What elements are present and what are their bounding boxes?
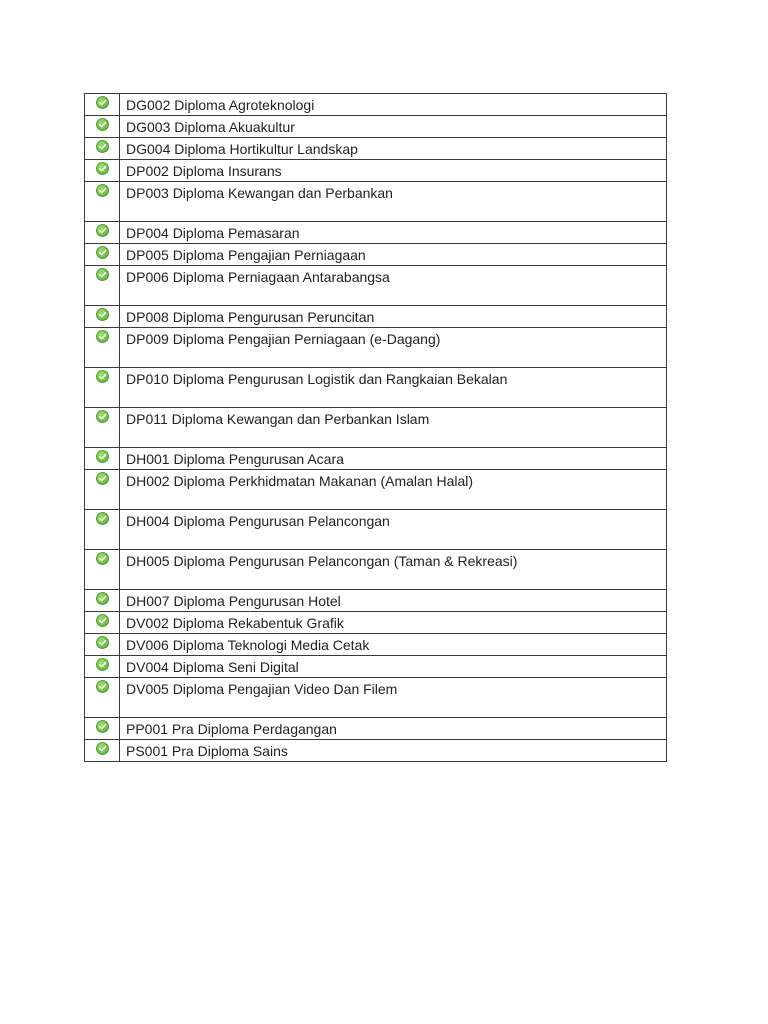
course-name: DH002 Diploma Perkhidmatan Makanan (Amalan Halal) (120, 470, 667, 510)
table-row (85, 116, 667, 138)
table-row (85, 656, 667, 678)
check-circle-icon (96, 118, 109, 131)
course-name: DP006 Diploma Perniagaan Antarabangsa (120, 266, 667, 306)
table-row (85, 160, 667, 182)
course-name: DH001 Diploma Pengurusan Acara (120, 448, 667, 470)
course-name: DG003 Diploma Akuakultur (120, 116, 667, 138)
course-name: DP004 Diploma Pemasaran (120, 222, 667, 244)
status-cell (85, 634, 120, 656)
course-name: DP002 Diploma Insurans (120, 160, 667, 182)
table-row (85, 266, 667, 306)
table-row (85, 244, 667, 266)
table-row (85, 678, 667, 718)
status-cell (85, 244, 120, 266)
check-circle-icon (96, 552, 109, 565)
course-name: PS001 Pra Diploma Sains (120, 740, 667, 762)
status-cell (85, 138, 120, 160)
check-circle-icon (96, 224, 109, 237)
check-circle-icon (96, 742, 109, 755)
check-circle-icon (96, 184, 109, 197)
check-circle-icon (96, 246, 109, 259)
check-circle-icon (96, 308, 109, 321)
course-name: DP008 Diploma Pengurusan Peruncitan (120, 306, 667, 328)
table-row (85, 94, 667, 116)
table-row (85, 328, 667, 368)
status-cell (85, 408, 120, 448)
check-circle-icon (96, 96, 109, 109)
course-name: DP011 Diploma Kewangan dan Perbankan Islam (120, 408, 667, 448)
status-cell (85, 718, 120, 740)
table-row (85, 550, 667, 590)
table-row (85, 408, 667, 448)
check-circle-icon (96, 162, 109, 175)
status-cell (85, 678, 120, 718)
status-cell (85, 510, 120, 550)
table-row (85, 138, 667, 160)
check-circle-icon (96, 450, 109, 463)
check-circle-icon (96, 658, 109, 671)
table-row (85, 368, 667, 408)
status-cell (85, 328, 120, 368)
status-cell (85, 116, 120, 138)
check-circle-icon (96, 472, 109, 485)
course-name: DG004 Diploma Hortikultur Landskap (120, 138, 667, 160)
status-cell (85, 590, 120, 612)
status-cell (85, 550, 120, 590)
status-cell (85, 160, 120, 182)
status-cell (85, 448, 120, 470)
check-circle-icon (96, 680, 109, 693)
check-circle-icon (96, 636, 109, 649)
status-cell (85, 94, 120, 116)
status-cell (85, 656, 120, 678)
course-name: DP005 Diploma Pengajian Perniagaan (120, 244, 667, 266)
status-cell (85, 740, 120, 762)
table-row (85, 740, 667, 762)
check-circle-icon (96, 410, 109, 423)
status-cell (85, 266, 120, 306)
check-circle-icon (96, 370, 109, 383)
course-name: DH007 Diploma Pengurusan Hotel (120, 590, 667, 612)
check-circle-icon (96, 592, 109, 605)
check-circle-icon (96, 330, 109, 343)
course-name: DV004 Diploma Seni Digital (120, 656, 667, 678)
table-row (85, 634, 667, 656)
status-cell (85, 612, 120, 634)
course-list-table (84, 93, 667, 762)
table-row (85, 470, 667, 510)
course-name: PP001 Pra Diploma Perdagangan (120, 718, 667, 740)
status-cell (85, 470, 120, 510)
status-cell (85, 222, 120, 244)
course-name: DV002 Diploma Rekabentuk Grafik (120, 612, 667, 634)
table-row (85, 612, 667, 634)
table-row (85, 510, 667, 550)
course-name: DG002 Diploma Agroteknologi (120, 94, 667, 116)
check-circle-icon (96, 512, 109, 525)
course-name: DH004 Diploma Pengurusan Pelancongan (120, 510, 667, 550)
check-circle-icon (96, 720, 109, 733)
course-name: DV006 Diploma Teknologi Media Cetak (120, 634, 667, 656)
check-circle-icon (96, 140, 109, 153)
table-row (85, 306, 667, 328)
check-circle-icon (96, 268, 109, 281)
table-row (85, 182, 667, 222)
course-name: DV005 Diploma Pengajian Video Dan Filem (120, 678, 667, 718)
course-name: DP010 Diploma Pengurusan Logistik dan Rangkaian Bekalan (120, 368, 667, 408)
course-name: DH005 Diploma Pengurusan Pelancongan (Taman & Rekreasi) (120, 550, 667, 590)
status-cell (85, 306, 120, 328)
status-cell (85, 182, 120, 222)
course-list-body (85, 94, 667, 762)
status-cell (85, 368, 120, 408)
table-row (85, 448, 667, 470)
table-row (85, 222, 667, 244)
check-circle-icon (96, 614, 109, 627)
table-row (85, 718, 667, 740)
course-name: DP009 Diploma Pengajian Perniagaan (e-Dagang) (120, 328, 667, 368)
table-row (85, 590, 667, 612)
course-name: DP003 Diploma Kewangan dan Perbankan (120, 182, 667, 222)
